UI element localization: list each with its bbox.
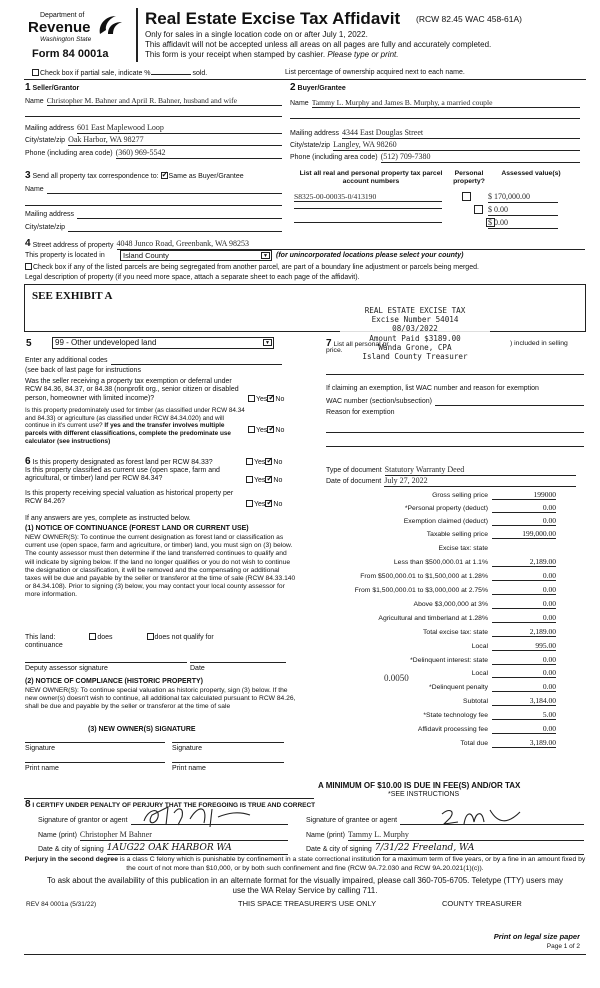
- tax-row-value[interactable]: 2,189.00: [492, 627, 556, 637]
- q1-yes-checkbox[interactable]: [248, 395, 255, 402]
- seller-phone-field[interactable]: (360) 969-5542: [116, 148, 282, 159]
- tax-row-label: Affidavit processing fee: [417, 726, 488, 733]
- wac-label: WAC number (section/subsection): [326, 398, 432, 405]
- header-note3a: This form is your receipt when stamped by cashier.: [145, 50, 326, 59]
- continuance-heading: (1) NOTICE OF CONTINUANCE (FOREST LAND OR CURRENT USE): [25, 525, 249, 532]
- grantor-name-label: Name (print): [38, 832, 77, 840]
- corr-name-label: Name: [25, 186, 44, 193]
- personal-property-checkbox-2[interactable]: [474, 205, 483, 214]
- form-number: Form 84 0001a: [32, 48, 109, 60]
- current-use-question: Is this property classified as current use (open space, farm and agricultural, or timber) land per RCW 84.34?: [25, 467, 220, 483]
- certify-heading: I CERTIFY UNDER PENALTY OF PERJURY THAT THE FOREGOING IS TRUE AND CORRECT: [32, 802, 316, 809]
- does-not-label: does not qualify for: [154, 634, 214, 641]
- grantee-date-field[interactable]: 7/31/22 Freeland, WA: [375, 843, 584, 855]
- ownership-note: List percentage of ownership acquired next to each name.: [285, 69, 465, 76]
- hist-yes-label: Yes: [254, 501, 266, 508]
- located-label: This property is located in: [25, 252, 105, 259]
- tax-row-value[interactable]: 0.00: [492, 613, 556, 623]
- tax-row-value[interactable]: 3,189.00: [492, 738, 556, 748]
- tax-row-value[interactable]: 0.00: [492, 516, 556, 526]
- compliance-heading: (2) NOTICE OF COMPLIANCE (HISTORIC PROPERTY): [25, 678, 203, 685]
- grantor-date-label: Date & city of signing: [38, 846, 104, 854]
- grantee-name-field[interactable]: Tammy L. Murphy: [348, 830, 584, 841]
- land-use-value: 99 - Other undeveloped land: [55, 338, 157, 347]
- assessor-date-label: Date: [190, 665, 205, 672]
- owner-signature-heading: (3) NEW OWNER(S) SIGNATURE: [88, 726, 196, 733]
- legal-size-note: Print on legal size paper: [493, 932, 580, 941]
- assessed-value-1[interactable]: $ 170,000.00: [488, 192, 558, 203]
- q2-yes-checkbox[interactable]: [248, 426, 255, 433]
- doc-type-field[interactable]: Statutory Warranty Deed: [385, 465, 576, 476]
- owner-sig-label-2: Signature: [172, 745, 202, 752]
- stamp-line3: 08/03/2022: [392, 324, 438, 334]
- current-use-no-checkbox[interactable]: [265, 476, 272, 483]
- doc-date-label: Date of document: [326, 478, 382, 486]
- additional-codes-field[interactable]: [111, 357, 283, 365]
- timber-note: If yes and the transfer involves multiple parcels with different classifications, complete the predominate use calculator (see instructions): [25, 422, 231, 445]
- tax-row-label: Exemption claimed (deduct): [403, 518, 488, 525]
- buyer-mail-label: Mailing address: [290, 130, 340, 138]
- chevron-down-icon: ▼: [261, 252, 270, 259]
- q2-no-label: No: [275, 427, 285, 434]
- dor-swoosh-icon: [96, 14, 124, 38]
- exemption-question: Was the seller receiving a property tax exemption or deferral under RCW 84.36, 84.37, or 84.38 (nonprofit org., senior citizen or disabled person, homeowner with limited income)?: [25, 378, 239, 402]
- q2-yes-label: Yes: [256, 427, 268, 434]
- partial-sale-checkbox[interactable]: [32, 69, 39, 76]
- owner-sig-label-1: Signature: [25, 745, 55, 752]
- tax-row-value[interactable]: 0.00: [492, 668, 556, 678]
- tax-row-label: *Delinquent penalty: [429, 684, 488, 691]
- grantee-signature-scrawl: [438, 806, 528, 828]
- chevron-down-icon: ▼: [263, 339, 272, 346]
- grantee-date-label: Date & city of signing: [306, 846, 372, 854]
- corr-city-field[interactable]: [68, 224, 282, 232]
- assessed-value-3[interactable]: $ 0.00: [488, 218, 558, 229]
- tax-row-label: From $500,000.01 to $1,500,000 at 1.28%: [360, 573, 488, 580]
- page-number: Page 1 of 2: [546, 943, 580, 950]
- seller-mail-field[interactable]: 601 East Maplewood Loop: [77, 123, 282, 134]
- corr-mail-label: Mailing address: [25, 211, 75, 218]
- buyer-city-label: City/state/zip: [290, 142, 331, 150]
- tax-row-label: From $1,500,000.01 to $3,000,000 at 2.75%: [354, 587, 488, 594]
- form-title: Real Estate Excise Tax Affidavit: [145, 9, 401, 28]
- tax-row-value[interactable]: 0.00: [492, 655, 556, 665]
- exemption-label: If claiming an exemption, list WAC number and reason for exemption: [326, 385, 539, 392]
- tax-row-value[interactable]: 199000: [492, 490, 556, 500]
- see-instructions: *SEE INSTRUCTIONS: [388, 791, 460, 798]
- corr-city-label: City/state/zip: [25, 224, 66, 231]
- corr-name-field[interactable]: [47, 186, 282, 194]
- grantee-name-label: Name (print): [306, 832, 345, 840]
- grantor-signature-scrawl: [138, 803, 258, 829]
- tax-row-value[interactable]: 0.00: [492, 682, 556, 692]
- tax-row-value[interactable]: 0.00: [492, 724, 556, 734]
- tax-row-label: Agricultural and timberland at 1.28%: [378, 615, 488, 622]
- street-address-label: Street address of property: [32, 241, 114, 249]
- stamp-line4: Amount Paid $3189.00: [369, 333, 461, 343]
- tax-row-label: Subtotal: [463, 698, 488, 705]
- partial-sale-suffix: sold.: [192, 70, 208, 77]
- treasurer-use: THIS SPACE TREASURER'S USE ONLY: [238, 899, 377, 908]
- assessed-value-2[interactable]: $ 0.00: [488, 205, 558, 216]
- doc-type-label: Type of document: [326, 467, 382, 475]
- historic-no-checkbox[interactable]: [265, 500, 272, 507]
- seller-heading: Seller/Grantor: [32, 85, 80, 92]
- tax-row-label: Total excise tax: state: [423, 629, 488, 636]
- header-note2: This affidavit will not be accepted unless all areas on all pages are fully and accurately completed.: [145, 40, 492, 49]
- grantor-sig-label: Signature of grantor or agent: [38, 817, 128, 824]
- parcels-heading: List all real and personal property tax parcel account numbers: [299, 170, 443, 186]
- tax-row-value[interactable]: 0.00: [492, 599, 556, 609]
- seller-city-field[interactable]: Oak Harbor, WA 98277: [68, 135, 282, 146]
- partial-sale-label: Check box if partial sale, indicate %: [40, 70, 151, 77]
- forest-question: Is this property designated as forest land per RCW 84.33?: [32, 459, 213, 466]
- corr-mail-field[interactable]: [77, 211, 282, 219]
- tax-row-label: Excise tax: state: [438, 545, 488, 552]
- continuance-text: NEW OWNER(S): To continue the current designation as forest land or classification as current use (open space, farm and agriculture, or timber) land, you must sign on (3) below. The county assessor must then determine if the land transferred continues to qualify and will indicate by signing below. If the land no longer qualifies or you do not wish to continue the designation or classification, it will be removed and the compensating or additional taxes will be due and payable by the seller or transferor at the time of sale (RCW 84.33.140 or 84.34.108). Prior to signing (3) below, you may contact your local county assessor for more information.: [25, 534, 296, 599]
- hist-no-label: No: [273, 501, 283, 508]
- tax-row-value[interactable]: 199,000.00: [492, 529, 556, 539]
- buyer-heading: Buyer/Grantee: [297, 85, 346, 92]
- tax-row-label: *State technology fee: [423, 712, 488, 719]
- exhibit-text: SEE EXHIBIT A: [32, 290, 113, 302]
- grantor-name-field[interactable]: Christopher M Bahner: [80, 830, 288, 841]
- timber-question: Is this property predominately used for timber (as classified under RCW 84.34 and 84.33) or agriculture (as classified under RCW 84.34.020) and will continue in it's current use?: [25, 407, 245, 430]
- street-address-field[interactable]: 4048 Junco Road, Greenbank, WA 98253: [117, 239, 586, 250]
- forest-no-label: No: [273, 459, 283, 466]
- q1-yes-label: Yes: [256, 396, 268, 403]
- yes-note: If any answers are yes, complete as instructed below.: [25, 515, 191, 522]
- buyer-name-field[interactable]: Tammy L. Murphy and James B. Murphy, a married couple: [312, 98, 580, 108]
- treasurer-stamp: [340, 306, 490, 361]
- stamp-line5: Wanda Grone, CPA: [378, 342, 452, 352]
- land-use-select[interactable]: [52, 337, 274, 349]
- forest-yes-label: Yes: [254, 459, 266, 466]
- tax-row-value[interactable]: 0.00: [492, 503, 556, 513]
- assessor-label: Deputy assessor signature: [25, 665, 108, 672]
- tax-row-value[interactable]: 3,184.00: [492, 696, 556, 706]
- stamp-line6: Island County Treasurer: [362, 352, 468, 362]
- forest-no-checkbox[interactable]: [265, 458, 272, 465]
- county-value: Island County: [123, 251, 169, 260]
- buyer-city-field[interactable]: Langley, WA 98260: [333, 140, 580, 151]
- county-treasurer: COUNTY TREASURER: [442, 899, 522, 908]
- tax-row-value[interactable]: 5.00: [492, 710, 556, 720]
- q1-no-label: No: [275, 396, 285, 403]
- cu-yes-label: Yes: [254, 477, 266, 484]
- does-label: does: [97, 634, 113, 641]
- personal-property-heading: Personal property?: [453, 170, 485, 186]
- historic-yes-checkbox[interactable]: [246, 500, 253, 507]
- owner-print-label-2: Print name: [172, 765, 206, 772]
- tax-row-label: Above $3,000,000 at 3%: [413, 601, 488, 608]
- codes-note: (see back of last page for instructions: [25, 367, 141, 374]
- segregated-label: Check box if any of the listed parcels are being segregated from another parcel, are part of a boundary line adjustment or parcels being merged.: [33, 264, 479, 271]
- buyer-phone-field[interactable]: (512) 709-7380: [381, 152, 580, 163]
- buyer-phone-label: Phone (including area code): [290, 154, 378, 162]
- wac-field[interactable]: [435, 398, 584, 406]
- legal-desc-label: Legal description of property (if you need more space, attach a separate sheet to each page of the affidavit).: [25, 274, 360, 281]
- cu-no-label: No: [273, 477, 283, 484]
- segregated-checkbox[interactable]: [25, 263, 32, 270]
- tax-row-label: Less than $500,000.01 at 1.1%: [393, 559, 488, 566]
- minimum-note: A MINIMUM OF $10.00 IS DUE IN FEE(S) AND/OR TAX: [318, 781, 521, 790]
- tax-row-label: Taxable selling price: [426, 531, 488, 538]
- tax-row-label: Local: [471, 643, 488, 650]
- reason-label: Reason for exemption: [326, 409, 395, 416]
- tax-row-label: Total due: [460, 740, 488, 747]
- tax-row-label: Local: [471, 670, 488, 677]
- perjury-heading: Perjury in the second degree: [24, 856, 118, 863]
- county-select[interactable]: [120, 250, 272, 261]
- seller-city-label: City/state/zip: [25, 137, 66, 145]
- grantee-sig-label: Signature of grantee or agent: [306, 817, 398, 824]
- correspondence-heading: Send all property tax correspondence to:: [32, 173, 159, 180]
- historic-question: Is this property receiving special valuation as historical property per RCW 84.26?: [25, 490, 234, 506]
- tax-row-value[interactable]: 2,189.00: [492, 557, 556, 567]
- included-label: ) included in selling: [510, 340, 568, 347]
- buyer-mail-field[interactable]: 4344 East Douglas Street: [342, 128, 580, 139]
- same-as-buyer-label: Same as Buyer/Grantee: [168, 173, 244, 180]
- stamp-line1: REAL ESTATE EXCISE TAX: [364, 306, 466, 315]
- buyer-name-label: Name: [290, 99, 309, 107]
- tax-row-label: *Personal property (deduct): [404, 505, 488, 512]
- accessibility-note: To ask about the availability of this publication in an alternate format for the visually impaired, please call 360-705-6705. Teletype (TTY) users may use the WA Relay Service by calling 711.: [46, 876, 564, 895]
- this-land-label: This land:: [25, 634, 56, 641]
- perjury-text: is a class C felony which is punishable by confinement in a state correctional institution for a maximum term of five years, or by a fine in an amount fixed by the court of not more than $10,000, or by both such confinement and fine (RCW 9A.72.030 and RCW 9A.20.021(1)(c)).: [117, 856, 586, 872]
- form-title-ref: (RCW 82.45 WAC 458-61A): [416, 14, 522, 24]
- seller-mail-label: Mailing address: [25, 125, 75, 133]
- q2-no-checkbox[interactable]: [267, 426, 274, 433]
- personal-property-checkbox-1[interactable]: [462, 192, 471, 201]
- local-rate: 0.0050: [384, 673, 409, 683]
- additional-codes-label: Enter any additional codes: [25, 357, 108, 364]
- agency-line2: Revenue: [28, 19, 91, 36]
- incorp-note: (for unincorporated locations please select your county): [276, 252, 464, 259]
- continuance-label: continuance: [25, 642, 63, 649]
- does-checkbox[interactable]: [89, 633, 96, 640]
- stamp-line2: Excise Number 54014: [371, 315, 459, 325]
- does-not-checkbox[interactable]: [147, 633, 154, 640]
- seller-name-field[interactable]: Christopher M. Bahner and April R. Bahner, husband and wife: [47, 96, 282, 106]
- personal-property-list-label: List all personal pr: [333, 341, 389, 348]
- same-as-buyer-checkbox[interactable]: [161, 172, 168, 179]
- agency-line3: Washington State: [40, 36, 92, 43]
- agency-line1: Department of: [40, 12, 85, 19]
- compliance-text: NEW OWNER(S): To continue special valuation as historic property, sign (3) below. If the new owner(s) doesn't wish to continue, all additional tax calculated pursuant to RCW 84.26, shall be due and payable by the seller or transferor at the time of sale: [25, 687, 296, 711]
- parcel-number-field[interactable]: S8325-00-00035-0/413190: [294, 192, 442, 202]
- tax-row-label: *Delinquent interest: state: [410, 657, 488, 664]
- tax-row-value[interactable]: 0.00: [492, 585, 556, 595]
- tax-row-value[interactable]: 995.00: [492, 641, 556, 651]
- seller-name-label: Name: [25, 97, 44, 105]
- header-note1: Only for sales in a single location code on or after July 1, 2022.: [145, 30, 368, 39]
- doc-date-field[interactable]: July 27, 2022: [384, 476, 576, 487]
- header-note3b: Please type or print.: [327, 50, 399, 59]
- grantor-date-field[interactable]: 1AUG22 OAK HARBOR WA: [107, 843, 288, 855]
- price-label: price.: [326, 347, 343, 354]
- rev-number: REV 84 0001a (5/31/22): [26, 901, 97, 908]
- seller-phone-label: Phone (including area code): [25, 150, 113, 158]
- forest-yes-checkbox[interactable]: [246, 458, 253, 465]
- tax-row-value[interactable]: 0.00: [492, 571, 556, 581]
- q1-no-checkbox[interactable]: [267, 395, 274, 402]
- assessed-value-heading: Assessed value(s): [501, 170, 561, 177]
- tax-row-label: Gross selling price: [432, 492, 488, 499]
- current-use-yes-checkbox[interactable]: [246, 476, 253, 483]
- owner-print-label-1: Print name: [25, 765, 59, 772]
